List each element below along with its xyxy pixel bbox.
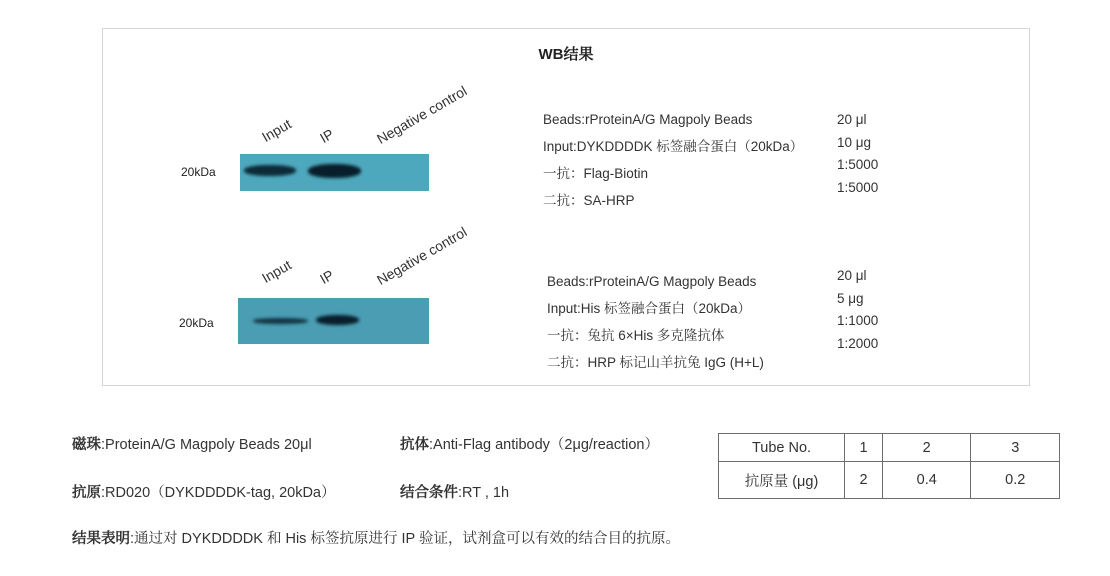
blot1-conditions bbox=[543, 106, 803, 214]
panel-title: WB结果 bbox=[538, 46, 594, 63]
blot2-image bbox=[238, 298, 429, 344]
blot2-condition-input: Input:His 标签融合蛋白（20kDa） bbox=[547, 301, 752, 316]
wb-results-panel bbox=[102, 28, 1030, 386]
blot2-mw-marker: 20kDa bbox=[179, 316, 214, 330]
info-antibody-value: Anti-Flag antibody（2μg/reaction） bbox=[433, 437, 659, 453]
tube-header-2: 2 bbox=[882, 434, 971, 462]
blot1-values bbox=[837, 109, 878, 199]
blot2-lane-negative-control: Negative control bbox=[374, 223, 470, 288]
blot1-value-input: 10 μg bbox=[837, 134, 872, 150]
info-conclusion: 结果表明:通过对 DYKDDDDK 和 His 标签抗原进行 IP 验证，试剂盒可以有效的结合目的抗原。 bbox=[72, 531, 680, 547]
info-conclusion-label: 结果表明 bbox=[72, 531, 130, 547]
blot2-values bbox=[837, 265, 878, 355]
blot2-lane-input: Input bbox=[259, 256, 294, 286]
info-antigen-label: 抗原 bbox=[72, 485, 101, 501]
blot2-condition-primary-antibody: 一抗：兔抗 6×His 多克隆抗体 bbox=[547, 328, 725, 343]
blot2-lane-ip: IP bbox=[317, 266, 337, 287]
tube-header-3: 3 bbox=[971, 434, 1060, 462]
info-binding: 结合条件:RT , 1h bbox=[400, 485, 510, 501]
tube-row-value-2: 0.4 bbox=[882, 462, 971, 499]
tube-header-label: Tube No. bbox=[719, 434, 845, 462]
tube-row-value-3: 0.2 bbox=[971, 462, 1060, 499]
blot1-value-secondary: 1:5000 bbox=[837, 179, 879, 195]
info-beads-value: ProteinA/G Magpoly Beads 20μl bbox=[105, 437, 312, 453]
info-beads-label: 磁珠 bbox=[72, 437, 101, 453]
blot1-value-primary: 1:5000 bbox=[837, 157, 879, 172]
info-antigen-value: RD020（DYKDDDDK-tag, 20kDa） bbox=[105, 485, 336, 501]
blot2-conditions bbox=[547, 268, 764, 376]
blot1-lane-ip: IP bbox=[317, 125, 337, 146]
blot1-lane-negative-control: Negative control bbox=[374, 82, 470, 147]
tube-table bbox=[718, 433, 1060, 499]
blot1-lane-input: Input bbox=[259, 115, 294, 145]
tube-table-data-row bbox=[719, 462, 1060, 499]
blot2-value-beads: 20 μl bbox=[837, 268, 867, 283]
blot1-condition-input: Input:DYKDDDDK 标签融合蛋白（20kDa） bbox=[543, 139, 804, 154]
blot2-condition-beads: Beads:rProteinA/G Magpoly Beads bbox=[547, 274, 757, 289]
blot2-value-primary: 1:1000 bbox=[837, 313, 879, 328]
blot2-band-input bbox=[253, 318, 308, 324]
tube-row-label: 抗原量 (μg) bbox=[719, 462, 845, 499]
blot1-band-input bbox=[244, 165, 296, 176]
info-binding-value: RT , 1h bbox=[462, 485, 510, 501]
blot1-condition-beads: Beads:rProteinA/G Magpoly Beads bbox=[543, 112, 753, 127]
blot1-band-ip bbox=[308, 164, 361, 178]
info-beads: 磁珠:ProteinA/G Magpoly Beads 20μl bbox=[72, 437, 312, 453]
tube-header-1: 1 bbox=[845, 434, 883, 462]
info-binding-label: 结合条件 bbox=[400, 485, 458, 501]
blot1-image bbox=[240, 154, 429, 191]
info-conclusion-value: 通过对 DYKDDDDK 和 His 标签抗原进行 IP 验证，试剂盒可以有效的结合目的抗原。 bbox=[134, 531, 680, 547]
blot2-condition-secondary-antibody: 二抗：HRP 标记山羊抗兔 IgG (H+L) bbox=[547, 355, 764, 370]
blot2-band-ip bbox=[316, 315, 359, 325]
blot2-value-secondary: 1:2000 bbox=[837, 335, 879, 351]
blot1-condition-secondary-antibody: 二抗：SA-HRP bbox=[543, 193, 635, 208]
blot1-value-beads: 20 μl bbox=[837, 112, 867, 127]
blot1-mw-marker: 20kDa bbox=[181, 165, 216, 179]
tube-row-value-1: 2 bbox=[845, 462, 883, 499]
blot2-value-input: 5 μg bbox=[837, 290, 864, 306]
info-antibody: 抗体:Anti-Flag antibody（2μg/reaction） bbox=[400, 437, 659, 453]
tube-table-header-row bbox=[719, 434, 1060, 462]
info-antigen: 抗原:RD020（DYKDDDDK-tag, 20kDa） bbox=[72, 485, 336, 501]
blot1-condition-primary-antibody: 一抗：Flag-Biotin bbox=[543, 166, 649, 181]
info-antibody-label: 抗体 bbox=[400, 437, 429, 453]
